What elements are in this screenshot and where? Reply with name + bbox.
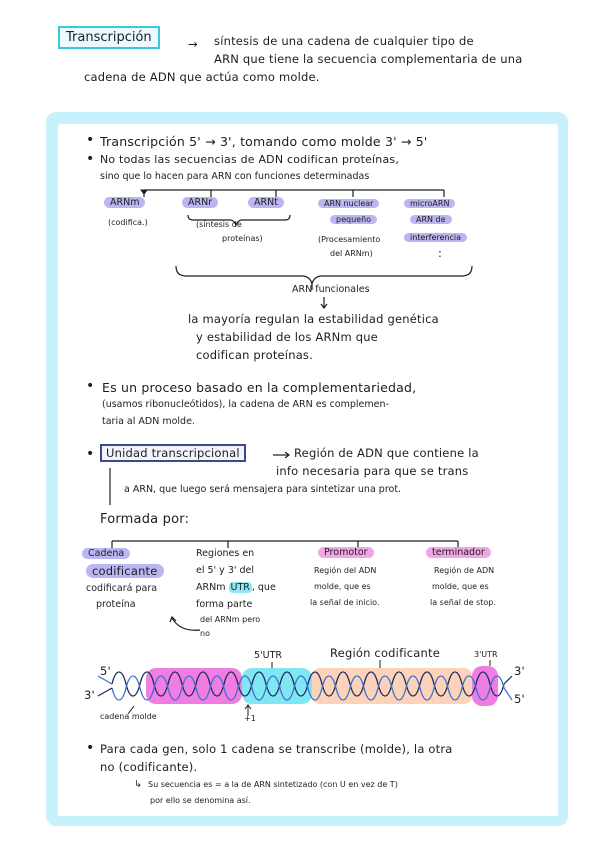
terminator-desc-2: molde, que es — [432, 582, 489, 591]
formed-by-label: Formada por: — [100, 512, 190, 527]
utr-desc-1: Regiones en — [196, 548, 255, 559]
label-5utr: 5'UTR — [254, 650, 283, 661]
rna-type-arnm: ARNm — [104, 197, 145, 208]
bullet-icon: • — [86, 151, 95, 167]
strand-end-3-right: 3' — [514, 664, 525, 678]
template-strand-label: cadena molde — [100, 712, 157, 721]
promoter-desc-1: Región del ADN — [314, 566, 377, 575]
bullet-icon: • — [86, 446, 95, 462]
utr5-region — [242, 668, 312, 704]
rna-type-arnr: ARNr — [182, 197, 218, 208]
functional-desc-3: codifican proteínas. — [196, 348, 313, 362]
utr-desc-3b: , que — [251, 582, 276, 593]
utr-desc-4: forma parte — [196, 599, 253, 610]
complement-line-2: (usamos ribonucleótidos), la cadena de ARN es complemen- — [102, 399, 389, 410]
coding-strand-pill: Cadena — [82, 548, 130, 559]
complement-line-3: taria al ADN molde. — [102, 416, 195, 427]
functional-desc-2: y estabilidad de los ARNm que — [196, 330, 378, 344]
rna-type-micro: microARN — [404, 199, 455, 208]
footer-line-2: no (codificante). — [100, 760, 198, 774]
bullet-not-all-sequences-cont: sino que lo hacen para ARN con funciones determinadas — [100, 171, 370, 182]
arrow-sub-icon: ↳ — [134, 779, 142, 790]
rna-type-nuclear-2: pequeño — [330, 215, 377, 224]
utr-desc-2: el 5' y 3' del — [196, 565, 255, 576]
utr-highlight: UTR — [230, 582, 250, 593]
bullet-not-all-sequences: No todas las secuencias de ADN codifican proteínas, — [100, 153, 400, 166]
promoter-desc-3: la señal de inicio. — [310, 598, 380, 607]
unit-desc-1: Región de ADN que contiene la — [294, 446, 479, 460]
rna-type-nuclear-note-1: (Procesamiento — [318, 235, 381, 244]
rna-type-rt-note-2: proteínas) — [222, 234, 263, 243]
functional-rna-label: ARN funcionales — [292, 284, 370, 295]
rna-type-micro-3: interferencia — [404, 233, 467, 242]
terminator-desc-1: Región de ADN — [434, 566, 495, 575]
coding-strand-desc-1: codificará para — [86, 583, 158, 594]
strand-end-3-left: 3' — [84, 688, 95, 702]
definition-line-1: síntesis de una cadena de cualquier tipo de — [214, 34, 474, 48]
rna-type-more-dots: : — [438, 246, 443, 260]
bullet-icon: • — [86, 378, 95, 394]
terminator-desc-3: la señal de stop. — [430, 598, 496, 607]
label-coding-region: Región codificante — [330, 646, 440, 660]
bullet-icon: • — [86, 132, 95, 148]
page-title: Transcripción — [66, 30, 152, 45]
terminator-pill: terminador — [426, 547, 491, 558]
footer-line-3: Su secuencia es = a la de ARN sintetizado (con U en vez de T) — [148, 780, 398, 789]
definition-line-3: cadena de ADN que actúa como molde. — [84, 70, 320, 84]
footer-line-4: por ello se denomina así. — [150, 796, 251, 805]
utr-desc-3a: ARNm — [196, 582, 226, 593]
coding-strand-pill-2: codificante — [86, 564, 164, 578]
rna-type-nuclear: ARN nuclear — [318, 199, 379, 208]
promoter-desc-2: molde, que es — [314, 582, 371, 591]
unit-desc-2: info necesaria para que se trans — [276, 464, 469, 478]
rna-type-arnm-note: (codifica.) — [108, 218, 148, 227]
rna-type-rt-note-1: (síntesis de — [196, 220, 242, 229]
label-3utr: 3'UTR — [474, 650, 498, 659]
complement-line-1: Es un proceso basado en la complementariedad, — [102, 380, 417, 395]
rna-type-arnt: ARNt — [248, 197, 284, 208]
utr-desc-6: no — [200, 629, 210, 638]
definition-line-2: ARN que tiene la secuencia complementaria de una — [214, 52, 523, 66]
transcription-unit-label: Unidad transcripcional — [100, 444, 246, 462]
promoter-pill: Promotor — [318, 547, 374, 558]
rna-type-nuclear-note-2: del ARNm) — [330, 249, 373, 258]
coding-strand-desc-2: proteína — [96, 599, 136, 610]
rna-type-micro-2: ARN de — [410, 215, 452, 224]
unit-desc-3: a ARN, que luego será mensajera para sintetizar una prot. — [124, 484, 402, 495]
start-site-label: +1 — [244, 714, 256, 723]
strand-end-5-right: 5' — [514, 692, 525, 706]
footer-line-1: Para cada gen, solo 1 cadena se transcribe (molde), la otra — [100, 742, 453, 756]
bullet-transcription-direction: Transcripción 5' → 3', tomando como molde 3' → 5' — [100, 134, 428, 149]
functional-desc-1: la mayoría regulan la estabilidad genética — [188, 312, 439, 326]
arrow-right-icon: → — [188, 37, 198, 51]
bullet-icon: • — [86, 740, 95, 756]
utr-desc-5: del ARNm pero — [200, 615, 261, 624]
strand-end-5-left: 5' — [100, 664, 111, 678]
